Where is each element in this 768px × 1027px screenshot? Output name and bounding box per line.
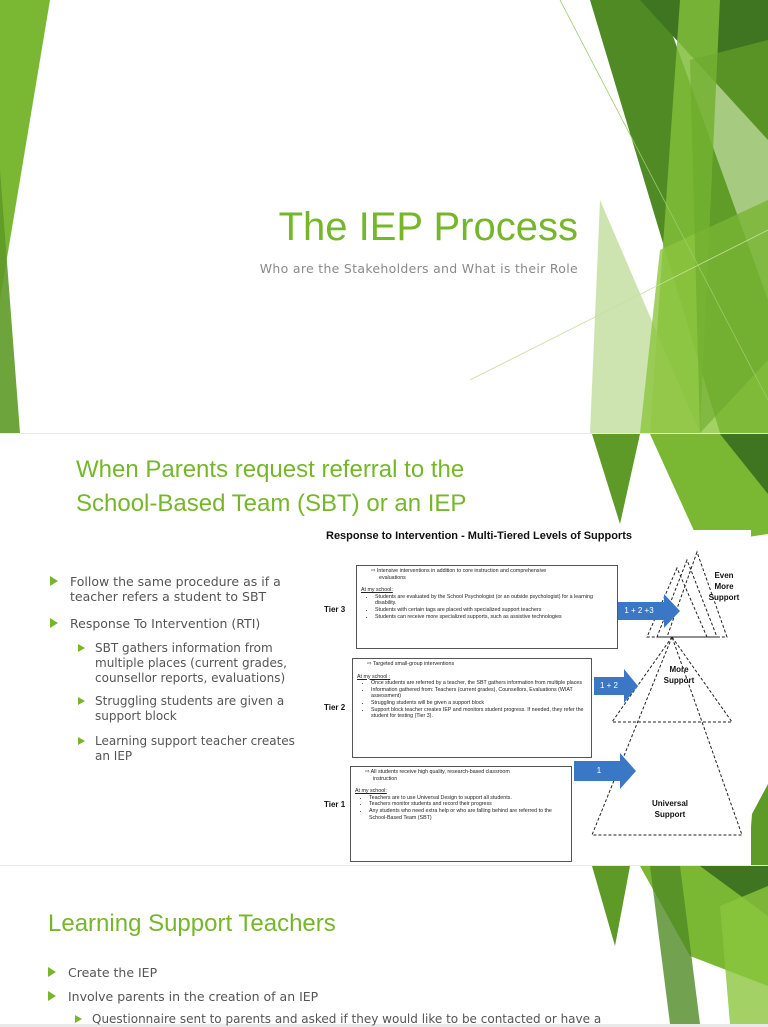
tier2-list: [357, 680, 587, 720]
list-item: • Teachers monitor students and record their progress: [369, 801, 567, 808]
heading-line-1: When Parents request referral to the: [76, 456, 465, 483]
support-label-tier2: More Support: [663, 665, 695, 685]
bullet-arrow-icon: [50, 618, 58, 628]
arrow-label-tier2: 1 + 2: [599, 681, 618, 690]
list-item: • Struggling students will be given a support block: [371, 700, 587, 707]
bullet-arrow-icon: [48, 991, 56, 1001]
tier2-box: [352, 658, 592, 758]
list-item: • Students can receive more specialized supports, such as assistive technologies: [375, 614, 613, 621]
sub-bullet-support-block: [95, 694, 284, 724]
bullet-arrow-icon: [78, 737, 85, 745]
bullet-line: Struggling students are given a: [95, 694, 285, 708]
slide-heading: [76, 453, 466, 521]
slide-subtitle: Who are the Stakeholders and What is their Role: [259, 261, 578, 276]
bullet-sbt-procedure: [70, 574, 281, 604]
tier3-label: Tier 3: [324, 605, 346, 614]
tier2-label: Tier 2: [324, 703, 346, 712]
bullet-line: support block: [95, 709, 177, 723]
tier3-intro-cont: evaluations: [379, 574, 406, 581]
bullet-line: Response To Intervention (RTI): [70, 616, 261, 631]
bullet-line: Follow the same procedure as if a: [70, 574, 281, 589]
tier2-intro: ⇨ Targeted small-group interventions: [367, 661, 455, 667]
tier1-intro: ⇨ All students receive high quality, research-based classroom: [365, 769, 510, 775]
rti-diagram: [312, 530, 751, 865]
list-item: • Students are evaluated by the School Psychologist (or an outside psychologist) for a learning disability.: [375, 594, 613, 607]
tier3-intro: ⇨ Intensive interventions in addition to core instruction and comprehensive: [371, 568, 547, 574]
bullet-arrow-icon: [50, 576, 58, 586]
tier3-box: [356, 565, 618, 649]
sub-bullet-sbt-gathers: [95, 641, 287, 686]
tier3-school: At my school:: [361, 587, 393, 594]
list-item: • Any students who need extra help or who are falling behind are referred to the School-Based Team (SBT): [369, 808, 567, 821]
bullet-create-iep: [68, 965, 157, 980]
arrow-label-tier1: 1: [596, 766, 602, 775]
bullet-arrow-icon: [78, 644, 85, 652]
support-label-tier1: Universal Support: [651, 799, 689, 819]
tier1-box: [350, 766, 572, 862]
bullet-arrow-icon: [75, 1015, 82, 1023]
bullet-involve-parents: [68, 989, 318, 1004]
tier3-list: [361, 594, 613, 620]
bullet-line: multiple places (current grades,: [95, 656, 287, 670]
list-item: • Students with certain tags are placed with specialized support teachers: [375, 607, 613, 614]
bullet-rti: [70, 616, 260, 631]
tier1-school: At my school:: [355, 788, 387, 795]
heading-line-2: School-Based Team (SBT) or an IEP: [76, 490, 467, 517]
list-item: • Support block teacher creates IEP and monitors student progress. If needed, they refer the student for testing (Tier 3).: [371, 707, 587, 720]
sub-bullet-learning-support: [95, 734, 295, 764]
tier1-list: [355, 795, 567, 821]
bullet-arrow-icon: [78, 697, 85, 705]
bullet-line: Involve parents in the creation of an IEP: [68, 989, 319, 1004]
bullet-line: teacher refers a student to SBT: [70, 589, 267, 604]
slide-heading: Learning Support Teachers: [48, 910, 336, 937]
list-item: • Once students are referred by a teacher, the SBT gathers information from multiple places: [371, 680, 587, 687]
slide-title: The IEP Process: [278, 205, 578, 249]
arrow-label-tier3: 1 + 2 +3: [624, 606, 654, 615]
bullet-arrow-icon: [48, 967, 56, 977]
bullet-line: SBT gathers information from: [95, 641, 273, 655]
bullet-line: Questionnaire sent to parents and asked if they would like to be contacted or have a: [92, 1012, 602, 1026]
diagram-title: Response to Intervention - Multi-Tiered Levels of Supports: [326, 530, 632, 542]
tier1-label: Tier 1: [324, 800, 346, 809]
support-label-tier3: Even More Support: [708, 571, 740, 602]
sub-bullet-questionnaire: [92, 1012, 601, 1027]
list-item: • Teachers are to use Universal Design to support all students.: [369, 795, 567, 802]
tier2-school: At my school :: [357, 673, 391, 680]
title-slide: [0, 0, 768, 433]
bullet-line: an IEP: [95, 749, 133, 763]
tier1-intro-cont: instruction: [373, 775, 398, 782]
bullet-line: Learning support teacher creates: [95, 734, 295, 748]
list-item: • Information gathered from: Teachers (current grades), Counsellors, Evaluations (WIAT assessment): [371, 687, 587, 700]
bullet-line: Create the IEP: [68, 965, 158, 980]
bullet-line: counsellor reports, evaluations): [95, 671, 286, 685]
